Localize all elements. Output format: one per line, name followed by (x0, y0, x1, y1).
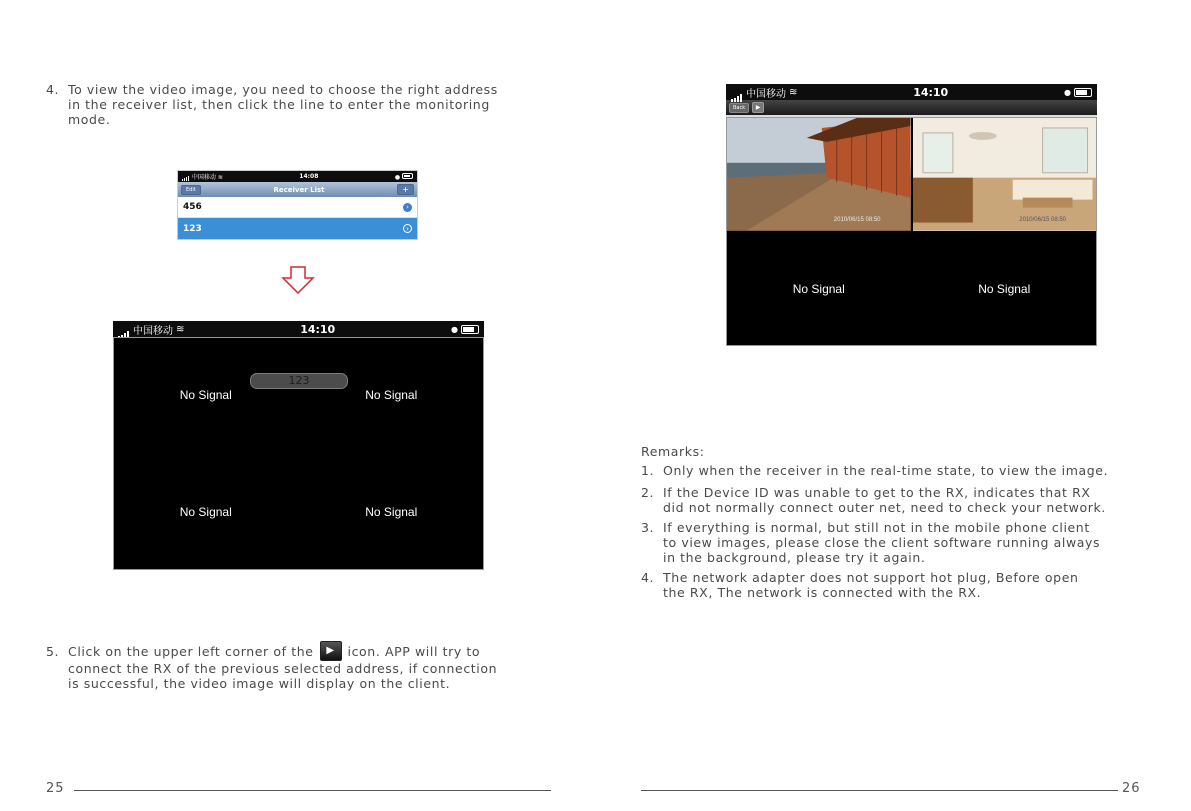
navbar-title: Receiver List (273, 185, 325, 194)
camera-cell[interactable] (114, 455, 298, 570)
wifi-icon: ≋ (217, 174, 223, 181)
list-item[interactable] (178, 197, 417, 218)
remark-line: If the Device ID was unable to get to the RX, indicates that RX (663, 485, 1091, 500)
step5-line1-after: icon. APP will try to (347, 643, 481, 659)
receiver-list-screenshot (177, 170, 418, 240)
camera-cell-video[interactable] (913, 118, 1097, 231)
camera-cell[interactable] (114, 338, 298, 453)
battery-icon (1074, 88, 1092, 97)
remark-item (641, 570, 1181, 600)
status-bar (726, 84, 1097, 100)
remark-line: the RX, The network is connected with the RX. (663, 585, 982, 600)
camera-grid (113, 337, 484, 570)
list-item-label: 456 (183, 202, 202, 212)
remark-line: Only when the receiver in the real-time state, to view the image. (663, 463, 1109, 478)
disclosure-icon[interactable]: › (403, 203, 412, 212)
battery-icon (402, 173, 413, 179)
footer-rule-left (74, 790, 551, 791)
remark-line: If everything is normal, but still not in the mobile phone client (663, 520, 1090, 535)
wifi-icon: ≋ (176, 323, 185, 335)
page-number-right: 26 (1122, 781, 1141, 796)
no-signal-label: No Signal (179, 504, 232, 519)
list-item-selected[interactable] (178, 218, 417, 239)
back-button[interactable]: Back (729, 103, 749, 113)
navbar (178, 182, 417, 197)
remark-item (641, 520, 1181, 565)
page-number-left: 25 (46, 781, 65, 796)
step4-line3: mode. (68, 112, 111, 127)
footer-rule-right (641, 790, 1118, 791)
signal-icon (182, 174, 190, 181)
camera-cell[interactable] (300, 338, 484, 453)
alarm-icon: ● (394, 173, 401, 181)
carrier-label: 中国移动 (133, 325, 173, 337)
list-item-label: 123 (183, 223, 202, 234)
signal-icon (118, 320, 130, 339)
remarks-heading: Remarks: (641, 444, 705, 459)
camera-cell[interactable] (300, 455, 484, 570)
clock: 14:10 (913, 85, 949, 99)
down-arrow-icon (281, 266, 315, 294)
remark-number: 3. (641, 520, 655, 535)
camera-cell[interactable] (913, 233, 1097, 346)
step5-line1-before: Click on the upper left corner of the (68, 643, 314, 659)
overlay-label: 123 (288, 374, 310, 387)
alarm-icon: ● (1064, 87, 1071, 97)
no-signal-label: No Signal (179, 388, 232, 403)
remark-line: did not normally connect outer net, need to check your network. (663, 500, 1106, 515)
remark-number: 1. (641, 463, 655, 478)
remarks-section (641, 444, 1181, 600)
step4-text (46, 82, 586, 127)
step4-number: 4. (46, 82, 60, 97)
no-signal-label: No Signal (365, 388, 418, 403)
remark-item (641, 485, 1181, 515)
live-view-screenshot (726, 84, 1097, 346)
no-signal-label: No Signal (365, 504, 418, 519)
status-bar (178, 171, 417, 182)
remark-line: The network adapter does not support hot plug, Before open (663, 570, 1079, 585)
signal-icon (731, 83, 743, 102)
deck-scene-image (727, 118, 911, 231)
video-timestamp: 2010/06/15 08:50 (1019, 216, 1066, 223)
carrier-label: 中国移动 (191, 174, 216, 181)
video-timestamp: 2010/06/15 08:50 (833, 216, 881, 223)
carrier-label: 中国移动 (746, 88, 786, 100)
step5-text (46, 641, 606, 691)
status-bar (113, 321, 484, 337)
remark-line: in the background, please try it again. (663, 550, 926, 565)
camera-grid (726, 117, 1097, 346)
step5-line3: is successful, the video image will display on the client. (68, 676, 451, 691)
no-signal-label: No Signal (978, 281, 1031, 296)
clock: 14:10 (300, 322, 336, 336)
clock: 14:08 (299, 173, 319, 180)
add-button[interactable]: + (397, 184, 414, 195)
step4-line1: To view the video image, you need to choose the right address (68, 82, 498, 97)
no-signal-label: No Signal (792, 281, 845, 296)
receiver-name-overlay (250, 373, 348, 389)
alarm-icon: ● (451, 324, 458, 334)
remark-number: 2. (641, 485, 655, 500)
living-room-scene-image (913, 118, 1097, 231)
step5-line2: connect the RX of the previous selected address, if connection (68, 661, 498, 676)
remark-item (641, 463, 1181, 478)
edit-button[interactable]: Edit (181, 185, 201, 195)
step4-line2: in the receiver list, then click the line to enter the monitoring (68, 97, 490, 112)
disclosure-icon[interactable]: › (403, 224, 412, 233)
camera-cell-video[interactable] (727, 118, 911, 231)
monitor-screenshot (113, 321, 484, 570)
play-button-icon: ▶ (320, 641, 342, 661)
step5-number: 5. (46, 643, 60, 659)
camera-cell[interactable] (727, 233, 911, 346)
play-button[interactable]: ▶ (752, 102, 764, 113)
toolbar (726, 100, 1097, 115)
remark-number: 4. (641, 570, 655, 585)
remark-line: to view images, please close the client software running always (663, 535, 1101, 550)
battery-icon (461, 325, 479, 334)
wifi-icon: ≋ (789, 86, 798, 98)
